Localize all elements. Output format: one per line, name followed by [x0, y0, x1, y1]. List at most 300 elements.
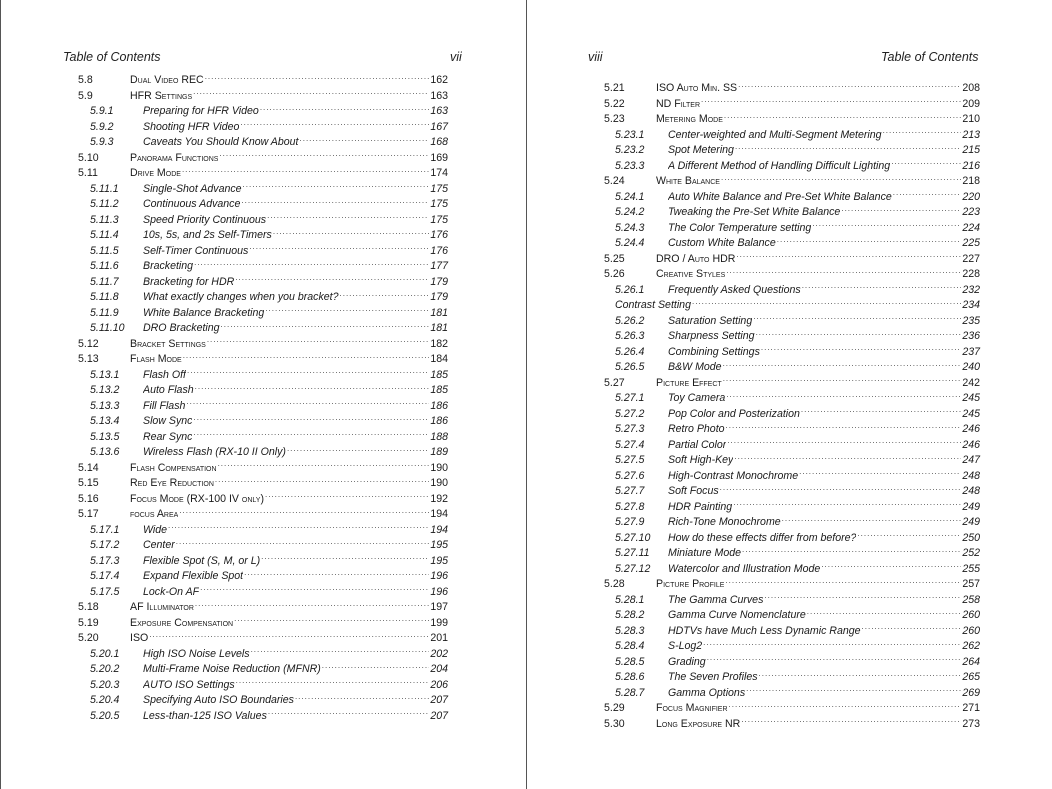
toc-entry[interactable] [63, 321, 448, 337]
toc-entry[interactable] [63, 569, 448, 585]
dot-leader [726, 422, 962, 432]
toc-entry-page: 216 [962, 159, 980, 172]
toc-entry[interactable] [598, 593, 980, 609]
toc-entry-page: 163 [430, 89, 448, 102]
toc-entry[interactable] [598, 686, 980, 702]
toc-entry-title: Continuous Advance [143, 198, 241, 210]
toc-entry-number: 5.14 [78, 461, 99, 474]
toc-entry[interactable] [598, 128, 980, 144]
toc-entry-title: Preparing for HFR Video [143, 105, 259, 117]
toc-entry[interactable] [598, 314, 980, 330]
toc-entry-title: 10s, 5s, and 2s Self-Timers [143, 229, 272, 241]
toc-entry-number: 5.27.4 [615, 438, 645, 451]
toc-entry-number: 5.23 [604, 113, 625, 125]
toc-entry-title: Slow Sync [143, 415, 193, 427]
dot-leader [267, 213, 429, 223]
toc-entry-title: Combining Settings [668, 345, 760, 358]
toc-entry-page: 206 [430, 678, 448, 691]
toc-entry-title: Grading [668, 655, 706, 668]
toc-entry-title: AUTO ISO Settings [143, 678, 235, 691]
toc-entry[interactable] [598, 143, 980, 159]
dot-leader [287, 445, 429, 455]
dot-leader [193, 430, 429, 440]
toc-entry-page: 194 [430, 523, 448, 536]
toc-entry[interactable] [63, 585, 448, 601]
toc-entry-number: 5.23.2 [615, 144, 645, 156]
toc-entry-title: Custom White Balance [668, 237, 776, 249]
dot-leader [215, 476, 429, 486]
toc-entry[interactable] [63, 89, 448, 105]
toc-entry-title: Picture Profile [656, 578, 725, 590]
dot-leader [300, 135, 430, 145]
toc-entry[interactable] [598, 670, 980, 686]
toc-entry-page: 245 [962, 407, 980, 420]
toc-entry-title: A Different Method of Handling Difficult Lighting [668, 159, 891, 172]
toc-entry[interactable] [63, 600, 448, 616]
toc-entry-title: Flash Off [143, 368, 186, 381]
toc-entry-title: Lock-On AF [143, 585, 200, 598]
toc-entry-title: Miniature Mode [668, 547, 742, 559]
toc-entry-number: 5.28.2 [615, 609, 645, 621]
left-page-number: vii [450, 50, 462, 64]
dot-leader [733, 500, 961, 510]
toc-entry[interactable] [598, 624, 980, 640]
toc-entry[interactable] [63, 337, 448, 353]
toc-entry-number: 5.13.4 [90, 415, 120, 427]
toc-entry[interactable] [63, 616, 448, 632]
toc-entry[interactable] [598, 205, 980, 221]
toc-entry-title: ND Filter [656, 97, 701, 110]
toc-entry[interactable] [63, 647, 448, 663]
toc-entry-page: 213 [962, 128, 980, 141]
toc-entry[interactable] [63, 259, 448, 275]
toc-entry-title: Wide [143, 523, 168, 536]
toc-entry-number: 5.12 [78, 337, 99, 350]
toc-entry[interactable] [598, 112, 980, 128]
toc-entry[interactable] [598, 236, 980, 252]
toc-entry[interactable] [598, 608, 980, 624]
dot-leader [240, 120, 429, 130]
toc-entry-number: 5.20.1 [90, 647, 120, 660]
dot-leader [251, 647, 430, 657]
toc-entry-page: 179 [430, 275, 448, 288]
toc-entry[interactable] [63, 120, 448, 136]
toc-entry-page: 247 [962, 454, 980, 466]
toc-entry[interactable] [598, 469, 980, 485]
toc-entry[interactable] [598, 81, 980, 97]
toc-list-left [63, 73, 448, 724]
toc-entry-number: 5.28 [604, 578, 625, 590]
toc-entry[interactable] [63, 228, 448, 244]
toc-entry[interactable] [63, 213, 448, 229]
toc-entry-page: 176 [430, 229, 448, 241]
toc-entry-title: Focus Mode (RX-100 IV only) [130, 492, 264, 505]
toc-entry[interactable] [63, 476, 448, 492]
toc-entry-number: 5.30 [604, 717, 625, 730]
toc-entry-title: Shooting HFR Video [143, 120, 240, 133]
toc-entry[interactable] [598, 190, 980, 206]
toc-entry-number: 5.9 [78, 89, 93, 102]
toc-entry-page: 195 [430, 554, 448, 567]
toc-entry-number: 5.11.8 [90, 291, 119, 303]
dot-leader [893, 190, 962, 200]
toc-entry-title: Rear Sync [143, 430, 193, 443]
toc-entry-number: 5.17.5 [90, 585, 120, 598]
toc-entry[interactable] [598, 298, 980, 314]
toc-entry-title: HFR Settings [130, 89, 193, 102]
toc-entry[interactable] [598, 407, 980, 423]
toc-entry[interactable] [598, 283, 980, 299]
toc-entry-page: 208 [962, 82, 980, 94]
toc-entry-page: 227 [962, 252, 980, 265]
toc-entry-number: 5.18 [78, 601, 99, 613]
toc-entry-page: 207 [430, 709, 448, 722]
toc-entry-page: 181 [430, 322, 448, 334]
toc-entry-number: 5.28.5 [615, 655, 645, 668]
toc-entry-number: 5.28.4 [615, 640, 645, 652]
toc-entry[interactable] [598, 422, 980, 438]
toc-entry[interactable] [63, 197, 448, 213]
dot-leader [168, 523, 429, 533]
toc-entry[interactable] [598, 159, 980, 175]
toc-entry-title: Long Exposure NR [656, 717, 741, 730]
toc-entry[interactable] [63, 368, 448, 384]
toc-entry-page: 228 [962, 268, 980, 280]
toc-entry[interactable] [598, 438, 980, 454]
toc-entry-number: 5.13.1 [90, 368, 120, 381]
toc-entry[interactable] [598, 329, 980, 345]
dot-leader [176, 538, 430, 548]
toc-entry-page: 215 [962, 144, 980, 156]
toc-entry-title: Soft Focus [668, 485, 719, 497]
toc-entry[interactable] [598, 174, 980, 190]
toc-entry[interactable] [63, 445, 448, 461]
toc-entry-page: 246 [962, 438, 980, 451]
toc-entry-title: focus Area [130, 508, 179, 520]
dot-leader [782, 515, 962, 525]
toc-entry-title: Sharpness Setting [668, 330, 755, 342]
toc-entry-page: 218 [962, 175, 980, 187]
toc-entry-number: 5.26.3 [615, 330, 645, 342]
toc-entry-page: 235 [962, 314, 980, 327]
toc-entry-title: Gamma Options [668, 686, 746, 699]
toc-entry-number: 5.27.10 [615, 531, 651, 544]
toc-entry-title: B&W Mode [668, 361, 722, 373]
toc-entry-title: Self-Timer Continuous [143, 244, 249, 257]
toc-entry-number: 5.27.9 [615, 516, 645, 528]
left-header-title: Table of Contents [63, 50, 161, 64]
toc-entry-title: Flash Mode [130, 353, 182, 365]
dot-leader [720, 484, 962, 494]
toc-entry-number: 5.13.6 [90, 446, 120, 458]
toc-entry-page: 182 [430, 337, 448, 350]
dot-leader [244, 569, 429, 579]
toc-entry[interactable] [63, 693, 448, 709]
toc-entry-number: 5.9.3 [90, 136, 114, 148]
dot-leader [261, 554, 429, 564]
toc-entry[interactable] [598, 701, 980, 717]
dot-leader [764, 593, 961, 603]
toc-entry[interactable] [63, 104, 448, 120]
toc-entry[interactable] [63, 244, 448, 260]
dot-leader [746, 686, 961, 696]
toc-entry-page: 223 [962, 206, 980, 218]
toc-entry-number: 5.13.3 [90, 399, 120, 412]
dot-leader [799, 469, 961, 479]
toc-entry-title: Saturation Setting [668, 314, 753, 327]
toc-entry-page: 167 [430, 120, 448, 133]
toc-entry-page: 190 [430, 477, 448, 489]
dot-leader [802, 283, 962, 293]
toc-entry-title: High-Contrast Monochrome [668, 469, 799, 482]
toc-entry[interactable] [598, 267, 980, 283]
toc-entry-number: 5.27.3 [615, 423, 645, 435]
dot-leader [759, 670, 962, 680]
toc-entry[interactable] [63, 662, 448, 678]
toc-entry-number: 5.11.9 [90, 306, 119, 319]
toc-entry-number: 5.13.2 [90, 384, 120, 396]
toc-entry[interactable] [63, 631, 448, 647]
dot-leader [741, 717, 961, 727]
toc-entry-page: 197 [430, 601, 448, 613]
toc-entry-number: 5.29 [604, 702, 625, 714]
toc-entry-page: 176 [430, 244, 448, 257]
toc-entry-page: 168 [430, 136, 448, 148]
toc-entry[interactable] [63, 135, 448, 151]
dot-leader [841, 205, 961, 215]
dot-leader [723, 360, 962, 370]
toc-entry-page: 186 [430, 399, 448, 412]
toc-entry[interactable] [598, 484, 980, 500]
dot-leader [193, 89, 429, 99]
toc-entry-number: 5.11.3 [90, 213, 119, 226]
dot-leader [721, 174, 961, 184]
toc-entry-number: 5.24.4 [615, 237, 645, 249]
toc-entry-page: 265 [962, 671, 980, 683]
toc-entry-page: 248 [962, 485, 980, 497]
toc-entry[interactable] [598, 345, 980, 361]
toc-entry[interactable] [598, 531, 980, 547]
dot-leader [205, 73, 430, 83]
toc-entry[interactable] [598, 376, 980, 392]
toc-entry-title: HDR Painting [668, 500, 733, 513]
dot-leader [243, 182, 430, 192]
dot-leader [801, 407, 961, 417]
toc-entry-page: 202 [430, 647, 448, 660]
dot-leader [207, 337, 430, 347]
toc-entry-number: 5.19 [78, 616, 99, 629]
toc-entry-title: Red Eye Reduction [130, 477, 214, 489]
dot-leader [322, 662, 430, 672]
toc-entry-page: 177 [430, 260, 448, 272]
dot-leader [186, 399, 429, 409]
dot-leader [249, 244, 429, 254]
toc-entry-number: 5.27.8 [615, 500, 645, 513]
toc-entry-page: 192 [430, 492, 448, 505]
dot-leader [727, 438, 961, 448]
toc-entry[interactable] [63, 507, 448, 523]
dot-leader [761, 345, 961, 355]
toc-entry[interactable] [63, 678, 448, 694]
toc-entry[interactable] [63, 306, 448, 322]
dot-leader [734, 453, 961, 463]
dot-leader [735, 143, 961, 153]
toc-entry-title: Tweaking the Pre-Set White Balance [668, 206, 841, 218]
toc-entry-page: 249 [962, 500, 980, 513]
toc-entry[interactable] [598, 577, 980, 593]
toc-entry[interactable] [598, 391, 980, 407]
dot-leader [195, 383, 430, 393]
toc-entry-title: Picture Effect [656, 376, 722, 389]
toc-entry[interactable] [63, 73, 448, 89]
toc-entry-page: 264 [962, 655, 980, 668]
toc-entry-title: DRO / Auto HDR [656, 252, 736, 265]
toc-entry-number: 5.17.4 [90, 570, 120, 582]
dot-leader [182, 166, 429, 176]
dot-leader [219, 151, 429, 161]
toc-entry[interactable] [63, 430, 448, 446]
toc-entry[interactable] [63, 492, 448, 508]
dot-leader [273, 228, 429, 238]
toc-entry-title: How do these effects differ from before? [668, 531, 857, 544]
toc-entry-page: 207 [430, 694, 448, 706]
toc-entry-page: 273 [962, 717, 980, 730]
toc-entry-number: 5.10 [78, 151, 99, 164]
toc-entry[interactable] [598, 515, 980, 531]
dot-leader [821, 562, 961, 572]
dot-leader [756, 329, 962, 339]
toc-entry-page: 196 [430, 570, 448, 582]
toc-entry-number: 5.26 [604, 268, 625, 280]
toc-entry-title: Exposure Compensation [130, 616, 234, 629]
toc-entry-number: 5.17.3 [90, 554, 120, 567]
toc-entry[interactable] [63, 290, 448, 306]
dot-leader [235, 275, 429, 285]
toc-entry-title: Center-weighted and Multi-Segment Metering [668, 128, 882, 141]
toc-entry-title: Retro Photo [668, 423, 725, 435]
toc-entry-number: 5.11.2 [90, 198, 119, 210]
toc-entry-title: High ISO Noise Levels [143, 647, 250, 660]
toc-entry-title: The Seven Profiles [668, 671, 758, 683]
toc-entry[interactable] [63, 182, 448, 198]
toc-entry-number: 5.20.5 [90, 709, 120, 722]
toc-entry-page: 237 [962, 345, 980, 358]
toc-entry-title: The Color Temperature setting [668, 221, 812, 234]
dot-leader [241, 197, 429, 207]
toc-entry-title: Panorama Functions [130, 151, 219, 164]
toc-entry-page: 246 [962, 423, 980, 435]
toc-entry-title: The Gamma Curves [668, 593, 764, 606]
toc-entry-title: Bracketing for HDR [143, 275, 235, 288]
toc-entry[interactable] [63, 383, 448, 399]
toc-entry-number: 5.21 [604, 82, 625, 94]
dot-leader [187, 368, 429, 378]
toc-entry[interactable] [598, 453, 980, 469]
toc-entry[interactable] [63, 554, 448, 570]
toc-entry[interactable] [63, 709, 448, 725]
toc-entry-title: Frequently Asked Questions [668, 283, 801, 296]
dot-leader [736, 252, 961, 262]
dot-leader [692, 298, 961, 308]
toc-entry-page: 175 [430, 213, 448, 226]
toc-entry-number: 5.27.7 [615, 485, 645, 497]
dot-leader [200, 585, 429, 595]
toc-entry-title: AF Illuminator [130, 601, 194, 613]
toc-entry-page: 175 [430, 198, 448, 210]
toc-list-right [598, 81, 980, 732]
dot-leader [340, 290, 430, 300]
toc-entry-page: 220 [962, 190, 980, 203]
dot-leader [807, 608, 962, 618]
toc-entry-page: 250 [962, 531, 980, 544]
toc-entry-number: 5.9.1 [90, 105, 114, 117]
toc-entry-page: 240 [962, 361, 980, 373]
dot-leader [193, 414, 429, 424]
toc-entry[interactable] [598, 562, 980, 578]
toc-entry[interactable] [598, 252, 980, 268]
toc-entry-title: ISO [130, 632, 149, 644]
toc-entry-page: 174 [430, 167, 448, 179]
toc-entry-page: 252 [962, 547, 980, 559]
toc-entry-page: 242 [962, 376, 980, 389]
toc-entry-number: 5.15 [78, 477, 99, 489]
toc-entry-number: 5.26.5 [615, 361, 645, 373]
toc-entry[interactable] [598, 500, 980, 516]
toc-entry-title: Auto Flash [143, 384, 194, 396]
toc-entry-page: 260 [962, 624, 980, 637]
toc-entry[interactable] [63, 166, 448, 182]
toc-entry-page: 189 [430, 446, 448, 458]
toc-entry[interactable] [598, 97, 980, 113]
dot-leader [857, 531, 961, 541]
toc-entry-number: 5.11.10 [90, 322, 125, 334]
toc-entry[interactable] [63, 414, 448, 430]
toc-entry-page: 271 [962, 702, 980, 714]
toc-entry[interactable] [598, 655, 980, 671]
dot-leader [723, 376, 962, 386]
toc-entry-title: Flash Compensation [130, 461, 217, 474]
toc-entry[interactable] [63, 538, 448, 554]
toc-entry[interactable] [598, 639, 980, 655]
toc-entry-number: 5.28.6 [615, 671, 645, 683]
toc-entry-title: Multi-Frame Noise Reduction (MFNR) [143, 663, 321, 675]
dot-leader [862, 624, 962, 634]
toc-entry[interactable] [63, 352, 448, 368]
toc-entry-number: 5.23.1 [615, 128, 645, 141]
toc-entry[interactable] [63, 275, 448, 291]
toc-entry-page: 258 [962, 593, 980, 606]
toc-entry-page: 209 [962, 97, 980, 110]
toc-entry[interactable] [63, 461, 448, 477]
toc-entry-title: Caveats You Should Know About [143, 136, 299, 148]
toc-entry-page: 210 [962, 113, 980, 125]
toc-entry[interactable] [598, 360, 980, 376]
toc-entry-title: Metering Mode [656, 113, 723, 125]
toc-entry[interactable] [63, 151, 448, 167]
toc-entry[interactable] [63, 399, 448, 415]
toc-entry[interactable] [598, 717, 980, 733]
toc-entry-page: 163 [430, 105, 448, 117]
toc-entry[interactable] [598, 546, 980, 562]
toc-entry-number: 5.8 [78, 74, 93, 86]
toc-entry[interactable] [598, 221, 980, 237]
toc-entry[interactable] [63, 523, 448, 539]
toc-entry-number: 5.27.12 [615, 562, 651, 575]
toc-entry-number: 5.28.7 [615, 686, 645, 699]
dot-leader [221, 321, 430, 331]
toc-entry-page: 188 [430, 430, 448, 443]
right-page [528, 0, 1052, 789]
